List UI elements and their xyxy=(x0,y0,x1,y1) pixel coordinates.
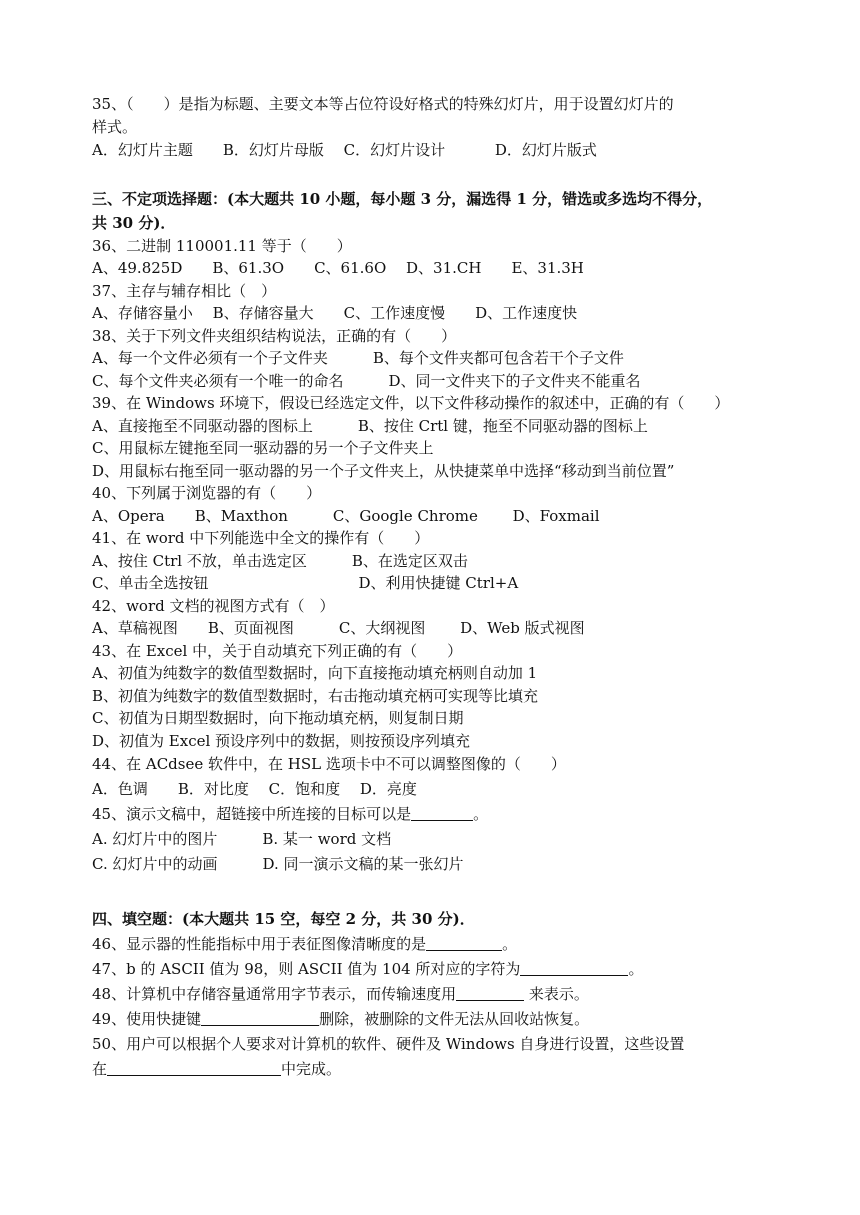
question-43-option-b: B、初值为纯数字的数值型数据时，右击拖动填充柄可实现等比填充 xyxy=(92,686,539,705)
question-45-options-cd: C. 幻灯片中的动画 D. 同一演示文稿的某一张幻片 xyxy=(92,855,464,873)
question-48-text: 48、计算机中存储容量通常用字节表示，而传输速度用 xyxy=(92,985,457,1003)
answer-blank xyxy=(426,934,502,951)
question-46-text: 46、显示器的性能指标中用于表征图像清晰度的是 xyxy=(92,935,427,953)
question-42-options: A、草稿视图 B、页面视图 C、大纲视图 D、Web 版式视图 xyxy=(92,619,585,637)
question-47-end: 。 xyxy=(628,960,644,978)
section-3-heading-continued: 共 30 分)． xyxy=(92,214,176,232)
question-38-options-ab: A、每一个文件必须有一个子文件夹 B、每个文件夹都可包含若干个子文件 xyxy=(92,349,624,367)
question-43-option-a: A、初值为纯数字的数值型数据时，向下直接拖动填充柄则自动加 1 xyxy=(92,664,538,682)
answer-blank xyxy=(520,959,628,976)
answer-blank xyxy=(107,1059,281,1076)
question-39: 39、在 Windows 环境下，假设已经选定文件，以下文件移动操作的叙述中，正确的有（ ） xyxy=(92,394,730,412)
section-3-heading: 三、不定项选择题：(本大题共 10 小题，每小题 3 分，漏选得 1 分，错选或多选均不得分， xyxy=(92,190,713,208)
question-50: 50、用户可以根据个人要求对计算机的软件、硬件及 Windows 自身进行设置，这些设置 xyxy=(92,1035,685,1053)
question-41-options-cd: C、单击全选按钮 D、利用快捷键 Ctrl+A xyxy=(92,574,519,592)
question-35-options: A．幻灯片主题 B．幻灯片母版 C．幻灯片设计 D．幻灯片版式 xyxy=(92,141,597,159)
question-39-options-ab: A、直接拖至不同驱动器的图标上 B、按住 Crtl 键，拖至不同驱动器的图标上 xyxy=(92,416,648,435)
question-47-text: 47、b 的 ASCII 值为 98，则 ASCII 值为 104 所对应的字符为 xyxy=(92,960,521,978)
question-45 xyxy=(92,802,782,827)
question-49 xyxy=(92,1007,782,1032)
answer-blank xyxy=(411,804,473,821)
question-40: 40、下列属于浏览器的有（ ） xyxy=(92,484,322,502)
question-35: 35、（ ）是指为标题、主要文本等占位符设好格式的特殊幻灯片，用于设置幻灯片的 xyxy=(92,95,674,113)
question-50-end: 中完成。 xyxy=(281,1060,342,1078)
question-39-option-d: D、用鼠标右拖至同一驱动器的另一个子文件夹上，从快捷菜单中选择“移动到当前位置” xyxy=(92,461,675,480)
question-42: 42、word 文档的视图方式有（ ） xyxy=(92,596,335,615)
question-48 xyxy=(92,982,782,1007)
question-43: 43、在 Excel 中，关于自动填充下列正确的有（ ） xyxy=(92,641,463,660)
question-50-text: 在 xyxy=(92,1060,108,1078)
question-41: 41、在 word 中下列能选中全文的操作有（ ） xyxy=(92,529,430,547)
question-46 xyxy=(92,932,782,957)
question-45-end: 。 xyxy=(473,805,489,823)
answer-blank xyxy=(201,1009,319,1026)
question-45-options-ab: A. 幻灯片中的图片 B. 某一 word 文档 xyxy=(92,830,392,848)
question-38-options-cd: C、每个文件夹必须有一个唯一的命名 D、同一文件夹下的子文件夹不能重名 xyxy=(92,371,641,390)
question-49-text: 49、使用快捷键 xyxy=(92,1010,202,1028)
answer-blank xyxy=(456,984,524,1001)
question-45-text: 45、演示文稿中，超链接中所连接的目标可以是 xyxy=(92,805,412,823)
question-43-option-c: C、初值为日期型数据时，向下拖动填充柄，则复制日期 xyxy=(92,709,464,727)
question-48-end: 来表示。 xyxy=(524,985,589,1003)
question-50-continued xyxy=(92,1057,782,1082)
question-43-option-d: D、初值为 Excel 预设序列中的数据，则按预设序列填充 xyxy=(92,731,471,750)
question-36: 36、二进制 110001.11 等于（ ） xyxy=(92,236,352,255)
question-47 xyxy=(92,957,782,982)
question-44-options: A．色调 B．对比度 C．饱和度 D．亮度 xyxy=(92,780,417,798)
question-36-options: A、49.825D B、61.3O C、61.6O D、31.CH E、31.3H xyxy=(92,259,584,277)
spacer xyxy=(92,877,782,907)
question-40-options: A、Opera B、Maxthon C、Google Chrome D、Foxmail xyxy=(92,506,600,525)
question-46-end: 。 xyxy=(502,935,518,953)
section-4-heading: 四、填空题：(本大题共 15 空，每空 2 分，共 30 分)． xyxy=(92,910,475,928)
spacer xyxy=(92,163,782,187)
question-37-options: A、存储容量小 B、存储容量大 C、工作速度慢 D、工作速度快 xyxy=(92,304,578,322)
question-44: 44、在 ACdsee 软件中，在 HSL 选项卡中不可以调整图像的（ ） xyxy=(92,755,566,773)
exam-page xyxy=(92,93,782,1082)
question-37: 37、主存与辅存相比（ ） xyxy=(92,281,277,300)
question-35-continued: 样式。 xyxy=(92,117,138,136)
question-39-option-c: C、用鼠标左键拖至同一驱动器的另一个子文件夹上 xyxy=(92,439,434,457)
question-41-options-ab: A、按住 Ctrl 不放，单击选定区 B、在选定区双击 xyxy=(92,551,468,570)
question-49-end: 删除，被删除的文件无法从回收站恢复。 xyxy=(319,1010,590,1028)
question-38: 38、关于下列文件夹组织结构说法，正确的有（ ） xyxy=(92,326,457,345)
